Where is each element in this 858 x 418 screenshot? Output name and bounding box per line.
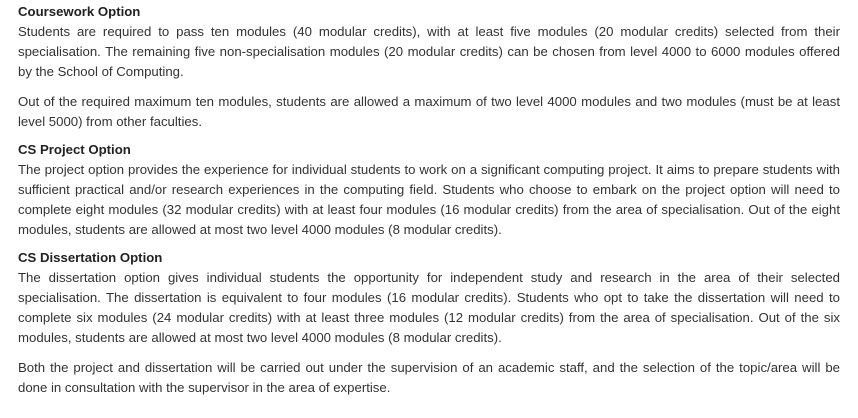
section-paragraph: The project option provides the experience for individual students to work on a significant computing project. It aims to prepare students with sufficient practical and/or research experiences in the computing field. Students who choose to embark on the project option will need to complete eight modules (32 modular credits) with at least four modules (16 modular credits) from the area of specialisation. Out of the eight modules, students are allowed at most two level 4000 modules (8 modular credits). xyxy=(18,162,840,237)
section-cs-project-option xyxy=(18,140,840,240)
section-paragraph: Both the project and dissertation will be carried out under the supervision of an academic staff, and the selection of the topic/area will be done in consultation with the supervisor in the area of expertise. xyxy=(18,360,840,395)
section-heading: CS Dissertation Option xyxy=(18,250,163,265)
section-heading: CS Project Option xyxy=(18,142,131,157)
section-paragraph: Students are required to pass ten modules (40 modular credits), with at least five modules (20 modular credits) selected from their specialisation. The remaining five non-specialisation modules (20 modular credits) can be chosen from level 4000 to 6000 modules offered by the School of Computing. xyxy=(18,24,840,79)
section-paragraph: Out of the required maximum ten modules, students are allowed a maximum of two level 4000 modules and two modules (must be at least level 5000) from other faculties. xyxy=(18,94,840,129)
section-cs-dissertation-option xyxy=(18,248,840,398)
section-coursework-option xyxy=(18,2,840,132)
section-heading: Coursework Option xyxy=(18,4,141,19)
section-paragraph: The dissertation option gives individual students the opportunity for independent study and research in the area of their selected specialisation. The dissertation is equivalent to four modules (16 modular credits). Students who opt to take the dissertation will need to complete six modules (24 modular credits) with at least three modules (12 modular credits) from the area of specialisation. Out of the six modules, students are allowed at most two level 4000 modules (8 modular credits). xyxy=(18,270,840,345)
